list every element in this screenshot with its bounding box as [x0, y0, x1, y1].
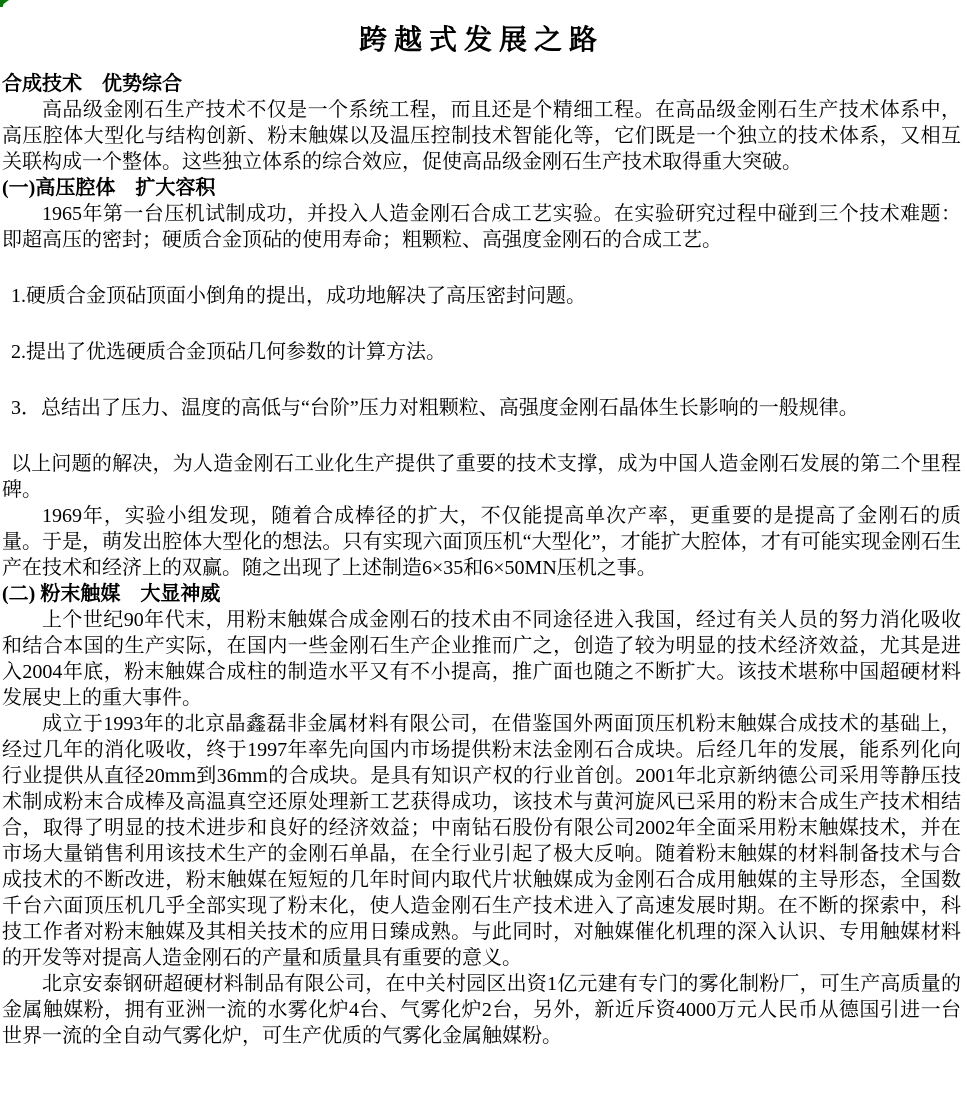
- body-paragraph: 高品级金刚石生产技术不仅是一个系统工程，而且还是个精细工程。在高品级金刚石生产技术体系中，高压腔体大型化与结构创新、粉末触媒以及温压控制技术智能化等，它们既是一个独立的技术体系，又相互关联构成一个整体。这些独立体系的综合效应，促使高品级金刚石生产技术取得重大突破。: [2, 99, 961, 173]
- section-heading-2: (二) 粉末触媒 大显神威: [2, 583, 221, 605]
- list-item-3: 3．总结出了压力、温度的高低与“台阶”压力对粗颗粒、高强度金刚石晶体生长影响的一般规律。: [11, 397, 859, 419]
- summary-paragraph: 以上问题的解决，为人造金刚石工业化生产提供了重要的技术支撑，成为中国人造金刚石发展的第二个里程碑。: [2, 453, 961, 501]
- list-item-2: 2.提出了优选硬质合金顶砧几何参数的计算方法。: [11, 341, 446, 363]
- blank-line: [2, 421, 961, 451]
- blank-line: [2, 365, 961, 395]
- body-paragraph: 1965年第一台压机试制成功，并投入人造金刚石合成工艺实验。在实验研究过程中碰到三个技术难题：即超高压的密封；硬质合金顶砧的使用寿命；粗颗粒、高强度金刚石的合成工艺。: [2, 203, 961, 251]
- list-item-1: 1.硬质合金顶砧顶面小倒角的提出，成功地解决了高压密封问题。: [11, 285, 586, 307]
- section-heading-1: (一)高压腔体 扩大容积: [2, 177, 216, 199]
- body-paragraph: 北京安泰钢研超硬材料制品有限公司，在中关村园区出资1亿元建有专门的雾化制粉厂，可生产高质量的金属触媒粉，拥有亚洲一流的水雾化炉4台、气雾化炉2台，另外，新近斥资4000万元人民币从德国引进一台世界一流的全自动气雾化炉，可生产优质的气雾化金属触媒粉。: [2, 973, 961, 1047]
- blank-line: [2, 253, 961, 283]
- section-heading-synthesis: 合成技术 优势综合: [2, 73, 182, 95]
- body-paragraph: 成立于1993年的北京晶鑫磊非金属材料有限公司，在借鉴国外两面顶压机粉末触媒合成技术的基础上，经过几年的消化吸收，终于1997年率先向国内市场提供粉末法金刚石合成块。后经几年的发展，能系列化向行业提供从直径20mm到36mm的合成块。是具有知识产权的行业首创。2001年北京新纳德公司采用等静压技术制成粉末合成棒及高温真空还原处理新工艺获得成功，该技术与黄河旋风已采用的粉末合成生产技术相结合，取得了明显的技术进步和良好的经济效益；中南钻石股份有限公司2002年全面采用粉末触媒技术，并在市场大量销售利用该技术生产的金刚石单晶，在全行业引起了极大反响。随着粉末触媒的材料制备技术与合成技术的不断改进，粉末触媒在短短的几年时间内取代片状触媒成为金刚石合成用触媒的主导形态，全国数千台六面顶压机几乎全部实现了粉末化，使人造金刚石生产技术进入了高速发展时期。在不断的探索中，科技工作者对粉末触媒及其相关技术的应用日臻成熟。与此同时，对触媒催化机理的深入认识、专用触媒材料的开发等对提高人造金刚石的产量和质量具有重要的意义。: [2, 713, 961, 969]
- blank-line: [2, 309, 961, 339]
- body-paragraph: 1969年，实验小组发现，随着合成棒径的扩大，不仅能提高单次产率，更重要的是提高了金刚石的质量。于是，萌发出腔体大型化的想法。只有实现六面顶压机“大型化”，才能扩大腔体，才有可能实现金刚石生产在技术和经济上的双赢。随之出现了上述制造6×35和6×50MN压机之事。: [2, 505, 961, 579]
- body-paragraph: 上个世纪90年代末，用粉末触媒合成金刚石的技术由不同途径进入我国，经过有关人员的努力消化吸收和结合本国的生产实际，在国内一些金刚石生产企业推而广之，创造了较为明显的技术经济效益，尤其是进入2004年底，粉末触媒合成柱的制造水平又有不小提高，推广面也随之不断扩大。该技术堪称中国超硬材料发展史上的重大事件。: [2, 609, 961, 709]
- page-title: 跨越式发展之路: [358, 25, 604, 56]
